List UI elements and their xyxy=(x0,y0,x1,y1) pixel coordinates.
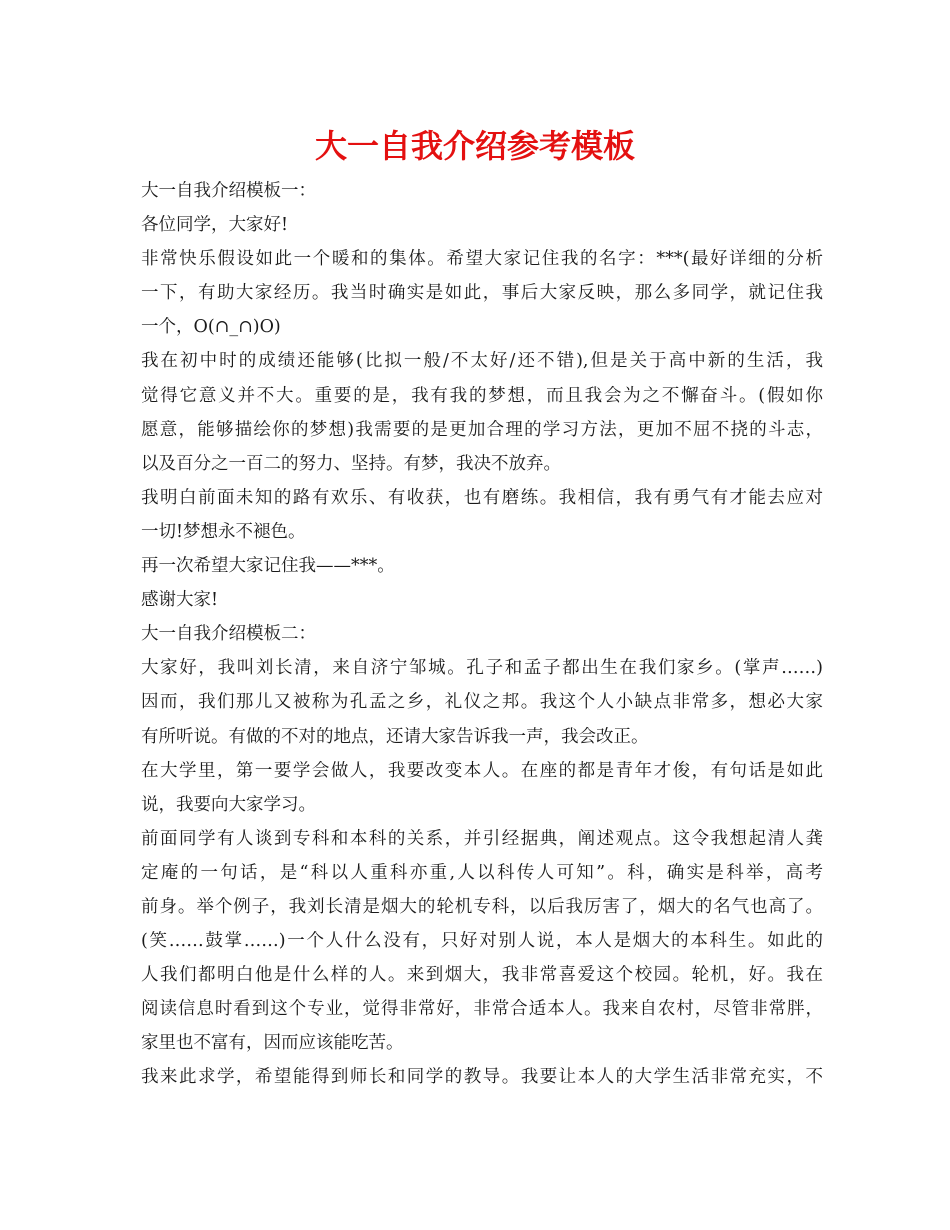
text-line: 一切!梦想永不褪色。 xyxy=(141,521,306,542)
text-line: 在大学里，第一要学会做人，我要改变本人。在座的都是青年才俊，有句话是如此 xyxy=(141,760,823,781)
text-line: 大家好，我叫刘长清，来自济宁邹城。孔子和孟子都出生在我们家乡。(掌声……) xyxy=(141,658,823,679)
text-line: 非常快乐假设如此一个暖和的集体。希望大家记住我的名字：***(最好详细的分析 xyxy=(141,249,823,270)
text-line: 一下，有助大家经历。我当时确实是如此，事后大家反映，那么多同学，就记住我 xyxy=(141,283,823,304)
text-line: (笑……鼓掌……)一个人什么没有，只好对别人说，本人是烟大的本科生。如此的 xyxy=(141,931,823,952)
document-body xyxy=(141,174,823,1095)
text-line: 家里也不富有，因而应该能吃苦。 xyxy=(141,1033,404,1054)
text-line: 我来此求学，希望能得到师长和同学的教导。我要让本人的大学生活非常充实，不 xyxy=(141,1067,823,1088)
document-title: 大一自我介绍参考模板 xyxy=(314,127,635,165)
text-line: 大一自我介绍模板二： xyxy=(141,624,316,645)
text-line: 前身。举个例子，我刘长清是烟大的轮机专科，以后我厉害了，烟大的名气也高了。 xyxy=(141,896,823,917)
text-line: 大一自我介绍模板一： xyxy=(141,181,316,201)
text-line: 因而，我们那儿又被称为孔孟之乡，礼仪之邦。我这个人小缺点非常多，想必大家 xyxy=(141,692,823,713)
text-line: 有所听说。有做的不对的地点，还请大家告诉我一声，我会改正。 xyxy=(141,726,649,747)
document-page xyxy=(141,124,823,1095)
text-line: 我在初中时的成绩还能够(比拟一般/不太好/还不错),但是关于高中新的生活，我 xyxy=(141,351,823,372)
text-line: 说，我要向大家学习。 xyxy=(141,794,316,815)
text-line: 觉得它意义并不大。重要的是，我有我的梦想，而且我会为之不懈奋斗。(假如你 xyxy=(141,385,823,406)
text-line: 感谢大家! xyxy=(141,590,219,611)
text-line: 阅读信息时看到这个专业，觉得非常好，非常合适本人。我来自农村，尽管非常胖， xyxy=(141,999,823,1020)
text-line: 定庵的一句话，是“科以人重科亦重,人以科传人可知”。科，确实是科举，高考 xyxy=(141,862,823,883)
text-line: 各位同学，大家好! xyxy=(141,215,289,236)
text-line: 愿意，能够描绘你的梦想)我需要的是更加合理的学习方法，更加不屈不挠的斗志， xyxy=(141,419,823,440)
text-line: 一个，O(∩_∩)O) xyxy=(141,317,281,338)
text-line: 以及百分之一百二的努力、坚持。有梦，我决不放弃。 xyxy=(141,453,561,474)
text-line: 我明白前面未知的路有欢乐、有收获，也有磨练。我相信，我有勇气有才能去应对 xyxy=(141,487,823,508)
text-line: 再一次希望大家记住我——***。 xyxy=(141,556,395,577)
text-line: 人我们都明白他是什么样的人。来到烟大，我非常喜爱这个校园。轮机，好。我在 xyxy=(141,965,823,986)
text-line: 前面同学有人谈到专科和本科的关系，并引经据典，阐述观点。这令我想起清人龚 xyxy=(141,828,823,849)
